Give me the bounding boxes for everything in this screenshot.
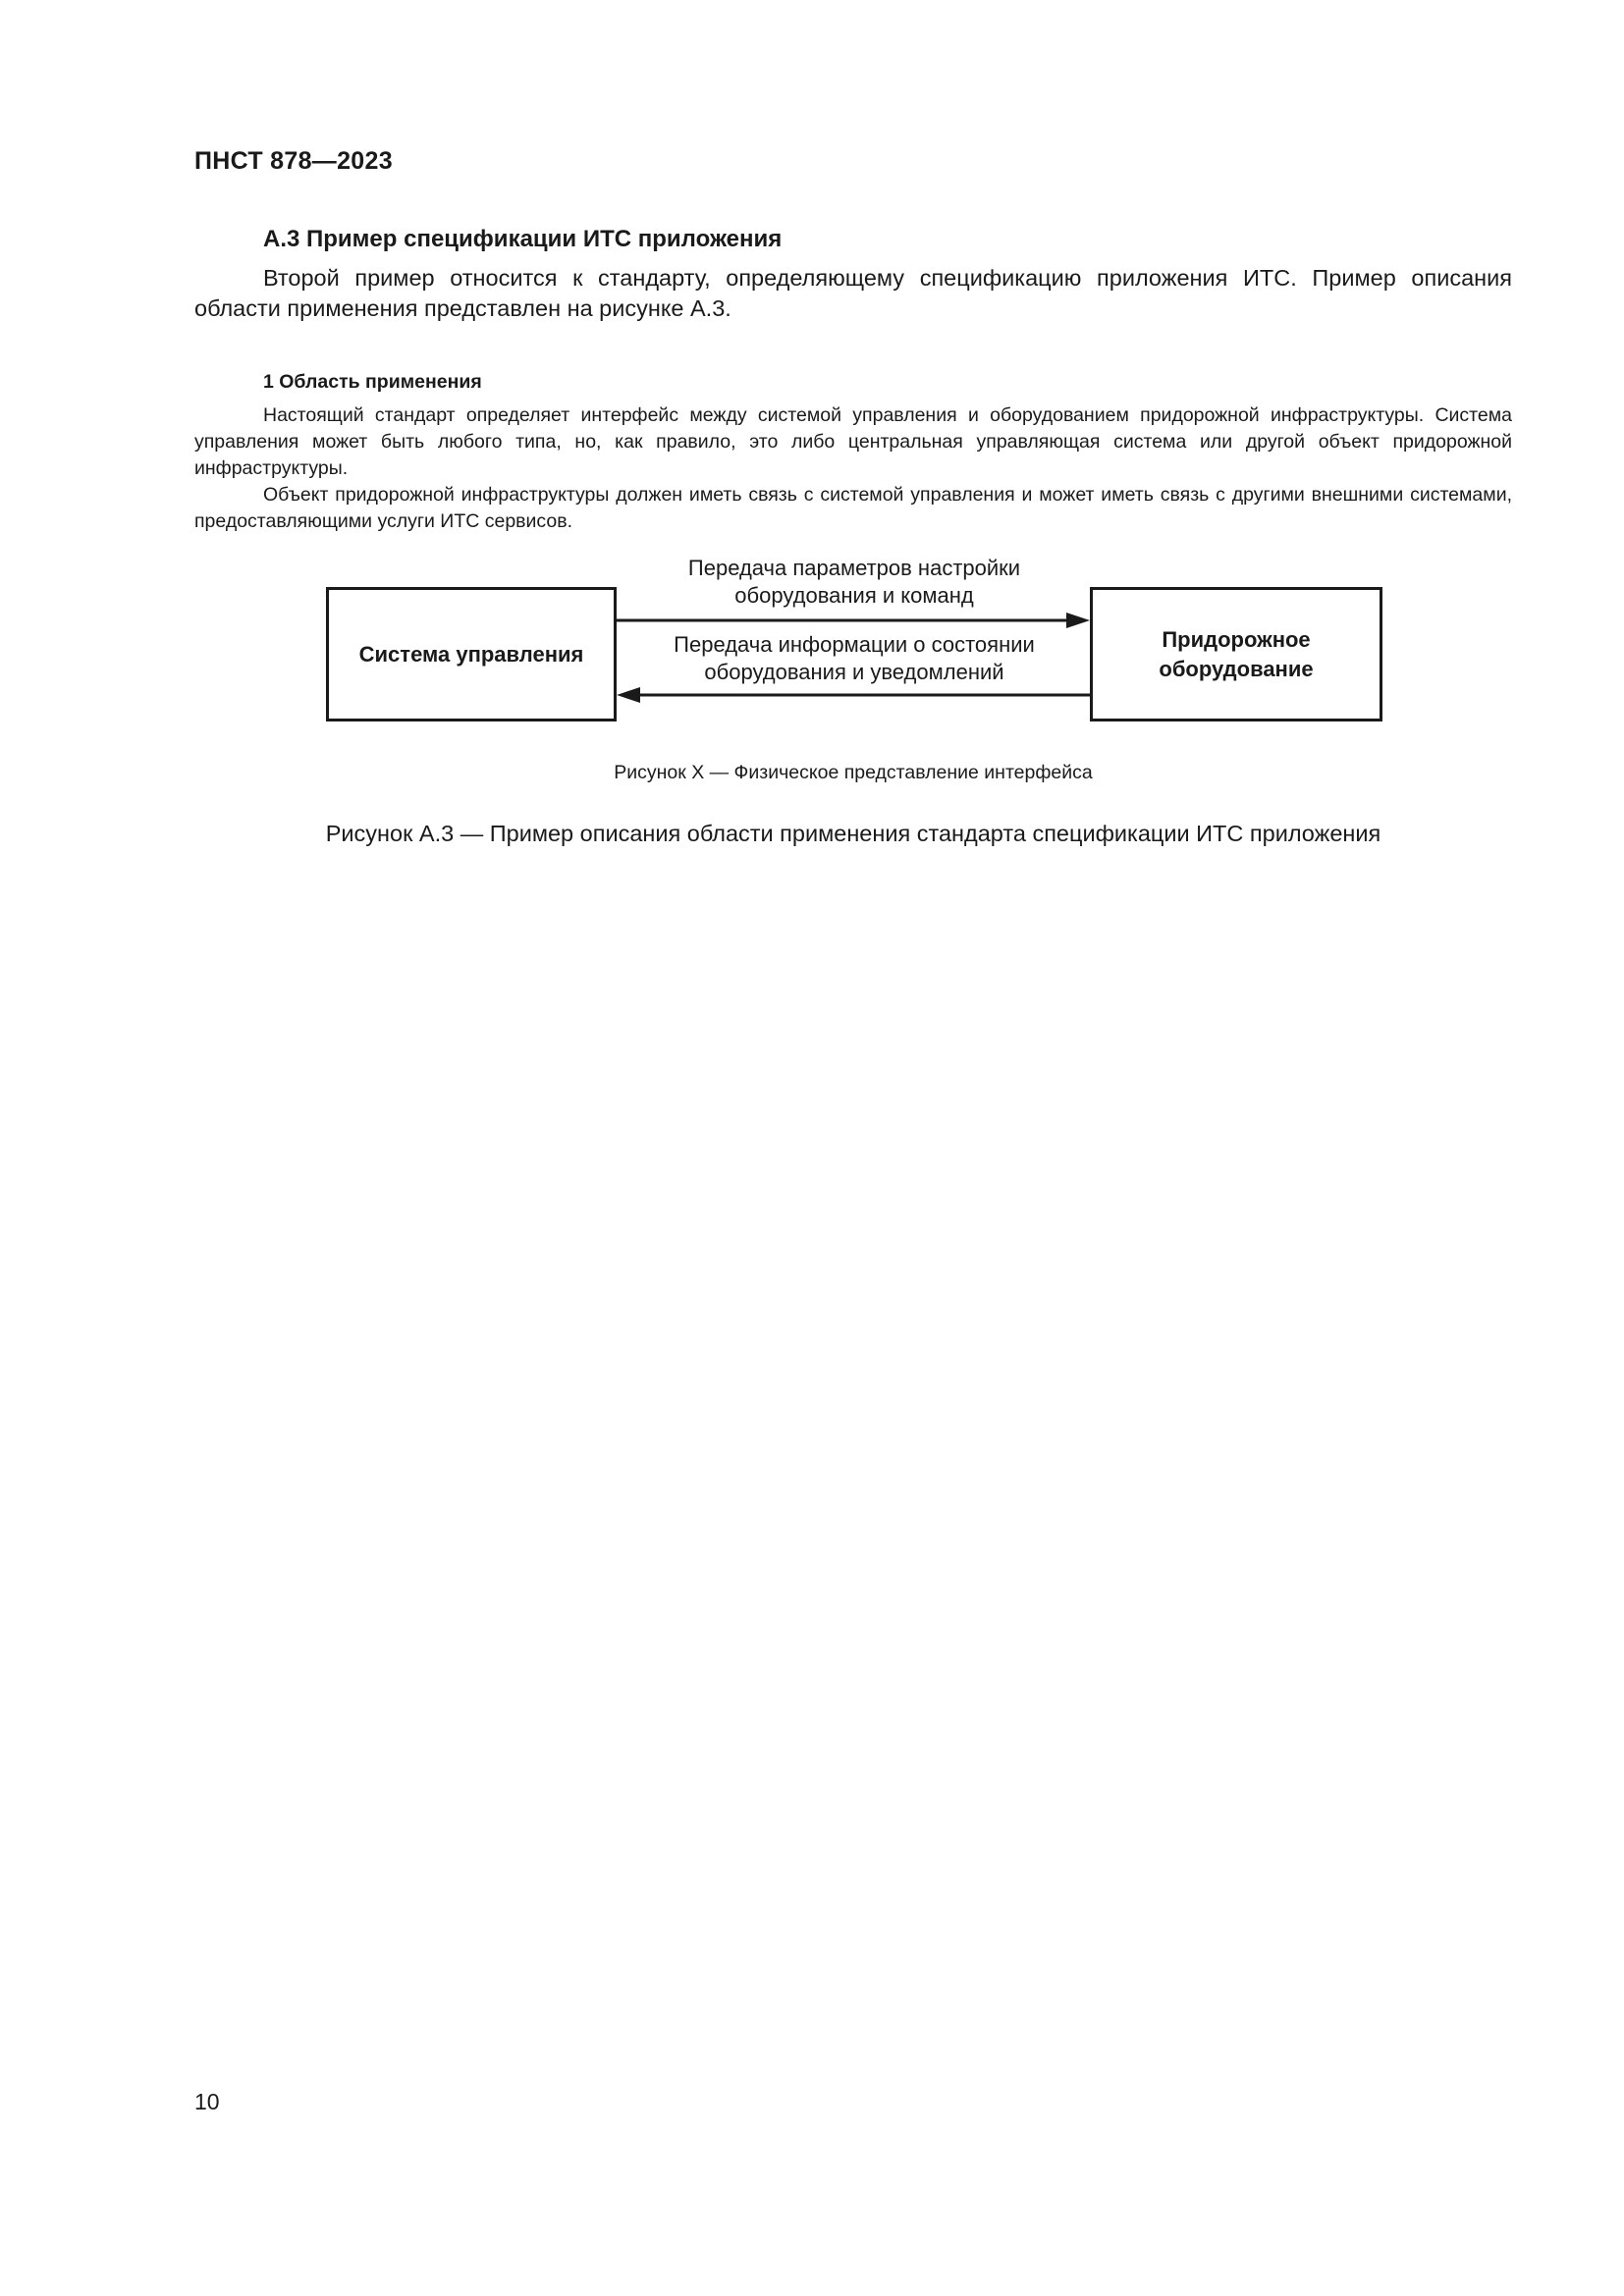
control-system-box [326, 587, 617, 721]
example-paragraph-1: Настоящий стандарт определяет интерфейс между системой управления и оборудованием придорожной инфраструктуры. Система управления может быть любого типа, но, как правило, это либо центральная управляющая система или другой объект придорожной инфраструктуры. [194, 404, 1512, 479]
bottom-arrow-label: Передача информации о состоянии оборудования и уведомлений [674, 632, 1035, 684]
roadside-equipment-box [1090, 587, 1382, 721]
document-id: ПНСТ 878—2023 [194, 147, 393, 175]
page-number: 10 [194, 2089, 220, 2114]
section-heading: А.3 Пример спецификации ИТС приложения [263, 226, 783, 252]
control-system-label: Система управления [358, 641, 584, 667]
example-heading: 1 Область применения [263, 371, 482, 393]
arrow-to-control-head [617, 687, 640, 703]
top-arrow-label: Передача параметров настройки оборудования и команд [687, 556, 1021, 608]
section-paragraph: Второй пример относится к стандарту, определяющему спецификацию приложения ИТС. Пример описания области применения представлен на рисунке А.3. [194, 265, 1512, 321]
arrow-to-equipment-head [1066, 613, 1090, 628]
roadside-equipment-label: Придорожное оборудование [1159, 626, 1314, 681]
example-figure-caption: Рисунок X — Физическое представление интерфейса [614, 762, 1093, 783]
example-paragraph-2: Объект придорожной инфраструктуры должен иметь связь с системой управления и может иметь связь с другими внешними системами, предоставляющими услуги ИТС сервисов. [194, 484, 1512, 532]
figure-caption: Рисунок А.3 — Пример описания области применения стандарта спецификации ИТС приложения [325, 821, 1381, 846]
interface-diagram [314, 555, 1394, 731]
